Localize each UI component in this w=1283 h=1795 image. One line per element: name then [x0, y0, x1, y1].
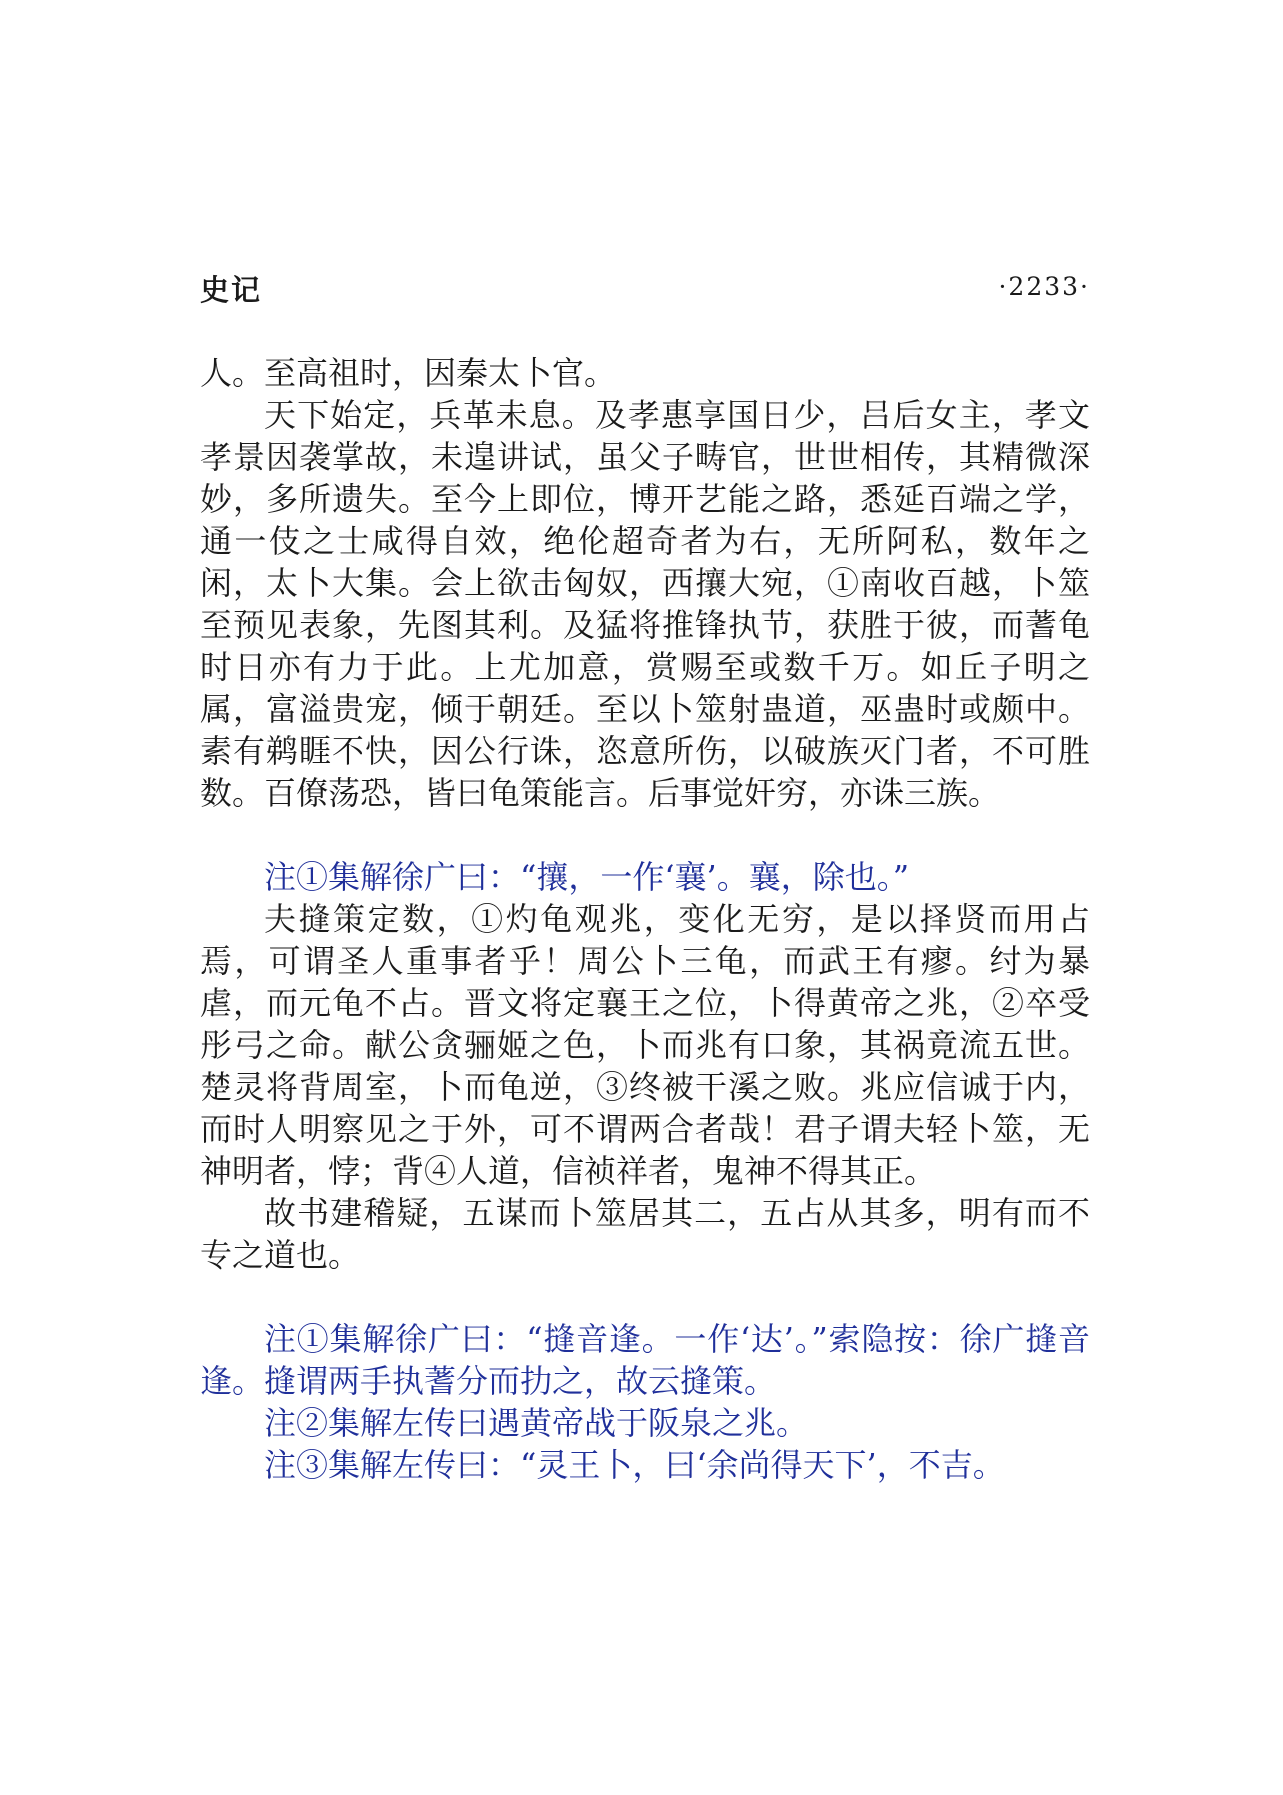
paragraph: 人。至高祖时，因秦太卜官。: [200, 354, 617, 392]
spacer: [200, 814, 1090, 856]
annotation-note: 注②集解左传曰遇黄帝战于阪泉之兆。: [264, 1404, 809, 1442]
page-header: [200, 268, 1090, 308]
spacer: [200, 1276, 1090, 1318]
paragraph: 夫摓策定数，①灼龟观兆，变化无穷，是以择贤而用占焉，可谓圣人重事者乎！周公卜三龟，而武王有瘳。纣为暴虐，而元龟不占。晋文将定襄王之位，卜得黄帝之兆，②卒受彤弓之命。献公贪骊姬之色，卜而兆有口象，其祸竟流五世。楚灵将背周室，卜而龟逆，③终被干溪之败。兆应信诚于内，而时人明察见之于外，可不谓两合者哉！君子谓夫轻卜筮，无神明者，悖；背④人道，信祯祥者，鬼神不得其正。: [200, 900, 1090, 1190]
annotation-note: 注③集解左传曰：“灵王卜，曰‘余尚得天下’，不吉。: [264, 1446, 1005, 1484]
paragraph: 故书建稽疑，五谋而卜筮居其二，五占从其多，明有而不专之道也。: [200, 1194, 1090, 1274]
main-text: [200, 352, 1090, 1486]
annotation-note: 注①集解徐广曰：“攘，一作‘襄’。襄，除也。”: [264, 858, 910, 896]
book-title: 史记: [200, 273, 263, 307]
page-number: ·2233·: [998, 272, 1090, 301]
paragraph: 天下始定，兵革未息。及孝惠享国日少，吕后女主，孝文孝景因袭掌故，未遑讲试，虽父子畴官，世世相传，其精微深妙，多所遗失。至今上即位，博开艺能之路，悉延百端之学，通一伎之士咸得自效，绝伦超奇者为右，无所阿私，数年之闲，太卜大集。会上欲击匈奴，西攘大宛，①南收百越，卜筮至预见表象，先图其利。及猛将推锋执节，获胜于彼，而蓍龟时日亦有力于此。上尤加意，赏赐至或数千万。如丘子明之属，富溢贵宠，倾于朝廷。至以卜筮射蛊道，巫蛊时或颇中。素有鹈睚不快，因公行诛，恣意所伤，以破族灭门者，不可胜数。百僚荡恐，皆曰龟策能言。后事觉奸穷，亦诛三族。: [200, 396, 1090, 812]
annotation-note: 注①集解徐广曰：“摓音逢。一作‘达’。”索隐按：徐广摓音逢。摓谓两手执蓍分而扐之，故云摓策。: [200, 1320, 1090, 1400]
